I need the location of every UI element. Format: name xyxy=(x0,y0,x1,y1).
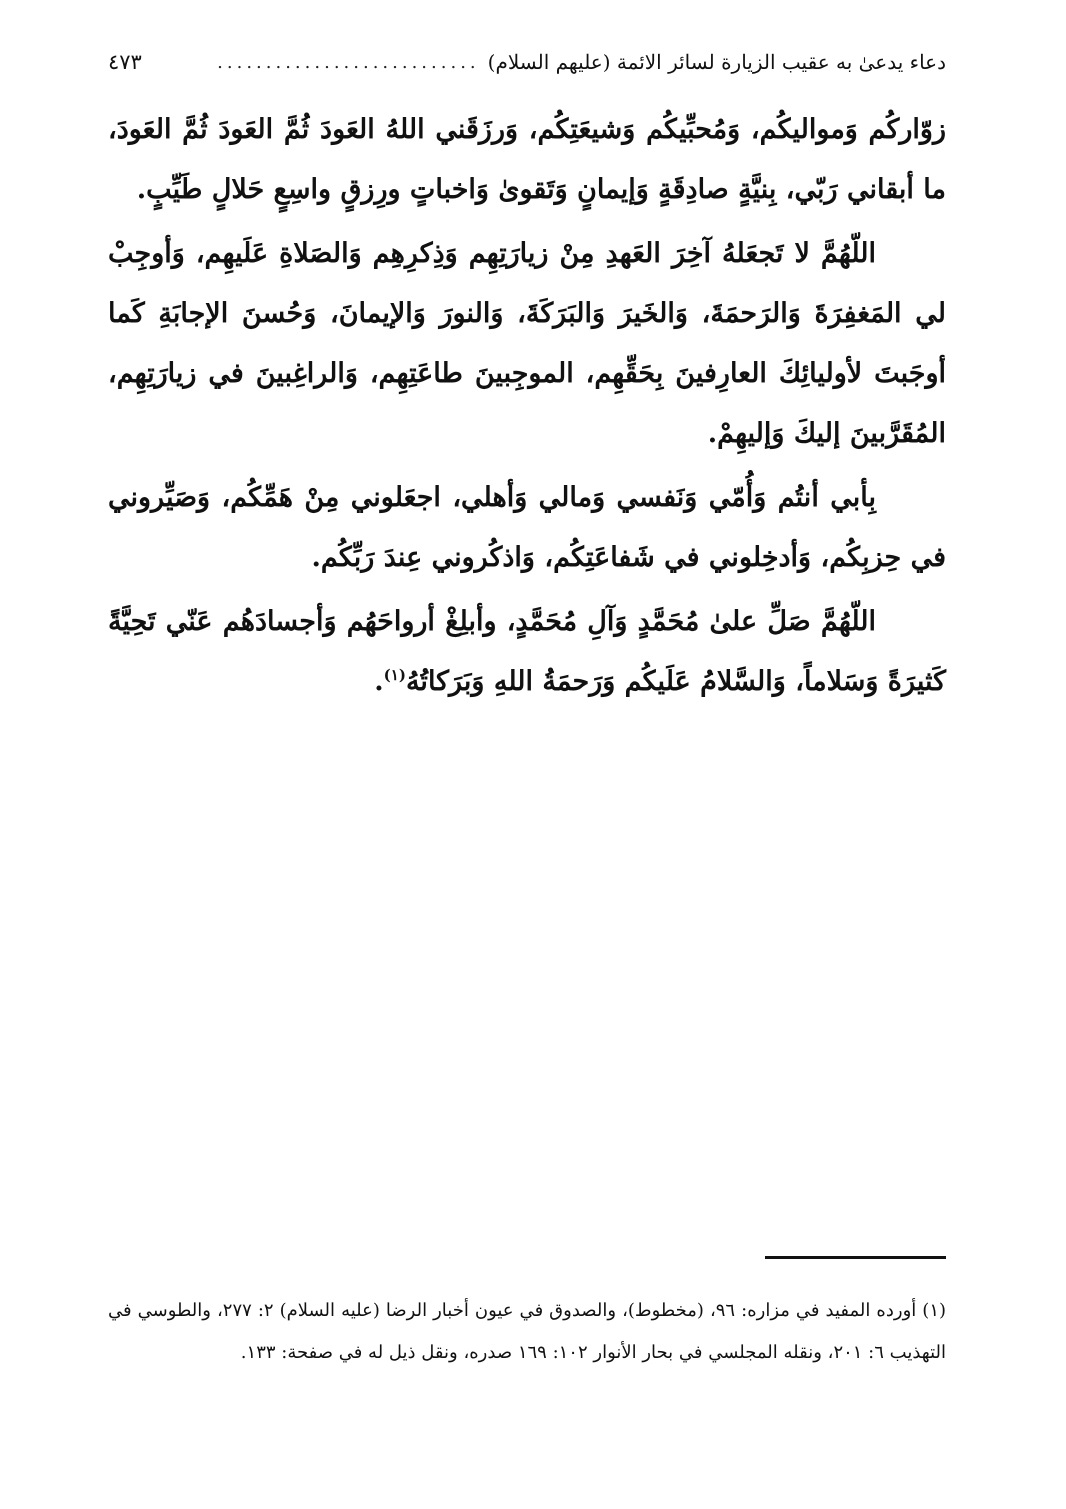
paragraph: بِأبي أنتُم وَأُمّي وَنَفسي وَمالي وَأهلي، اجعَلوني مِنْ هَمِّكُم، وَصَيِّروني في حِزبِكُم، وَأدخِلوني في شَفاعَتِكُم، وَاذكُروني عِندَ رَبِّكُم. xyxy=(108,482,946,573)
footnote-reference: (١) xyxy=(383,666,406,684)
final-period: . xyxy=(374,666,384,697)
paragraph: اللّهُمَّ لا تَجعَلهُ آخِرَ العَهدِ مِنْ زيارَتِهِم وَذِكرِهِم وَالصَلاةِ عَلَيهِم، وَأوجِبْ لي المَغفِرَةَ وَالرَحمَةَ، وَالخَيرَ وَالبَرَكَةَ، وَالنورَ وَالإيمانَ، وَحُسنَ الإجابَةِ كَما أوجَبتَ لأوليائِكَ العارِفينَ بِحَقِّهِم، الموجِبينَ طاعَتِهِم، وَالراغِبينَ في زيارَتِهِم، المُقَرَّبينَ إليكَ وَإليهِمْ. xyxy=(108,238,946,449)
paragraph-last xyxy=(108,592,946,712)
main-text xyxy=(108,100,946,712)
paragraph-text: اللّهُمَّ صَلِّ علىٰ مُحَمَّدٍ وَآلِ مُحَمَّدٍ، وأبلِغْ أرواحَهُم وَأجسادَهُم عَنّي تَحِيَّةً كَثيرَةً وَسَلاماً، وَالسَّلامُ عَلَيكُم وَرَحمَةُ اللهِ وَبَرَكاتُهُ xyxy=(108,606,946,697)
footnotes xyxy=(108,1290,946,1374)
running-header xyxy=(108,40,946,84)
footnote: (١) أورده المفيد في مزاره: ٩٦، (مخطوط)، والصدوق في عيون أخبار الرضا (عليه السلام) ٢: ٢٧٧، والطوسي في التهذيب ٦: ٢٠١، ونقله المجلسي في بحار الأنوار ١٠٢: ١٦٩ صدره، ونقل ذيل له في صفحة: ١٣٣. xyxy=(108,1300,947,1363)
page-number: ٤٧٣ xyxy=(108,50,142,74)
paragraph: زوّاركُم وَمواليكُم، وَمُحبِّيكُم وَشيعَتِكُم، وَرزَقَني اللهُ العَودَ ثُمَّ العَودَ ثُمَّ العَودَ، ما أبقاني رَبّي، بِنيَّةٍ صادِقَةٍ وَإيمانٍ وَتَقوىٰ وَاخباتٍ ورِزقٍ واسِعٍ حَلالٍ طَيِّبٍ. xyxy=(108,114,946,205)
leader-dots: ........................... xyxy=(217,51,480,73)
footnote-separator xyxy=(765,1256,946,1259)
chapter-title: دعاء يدعىٰ به عقيب الزيارة لسائر الائمة (عليهم السلام) xyxy=(487,50,946,74)
